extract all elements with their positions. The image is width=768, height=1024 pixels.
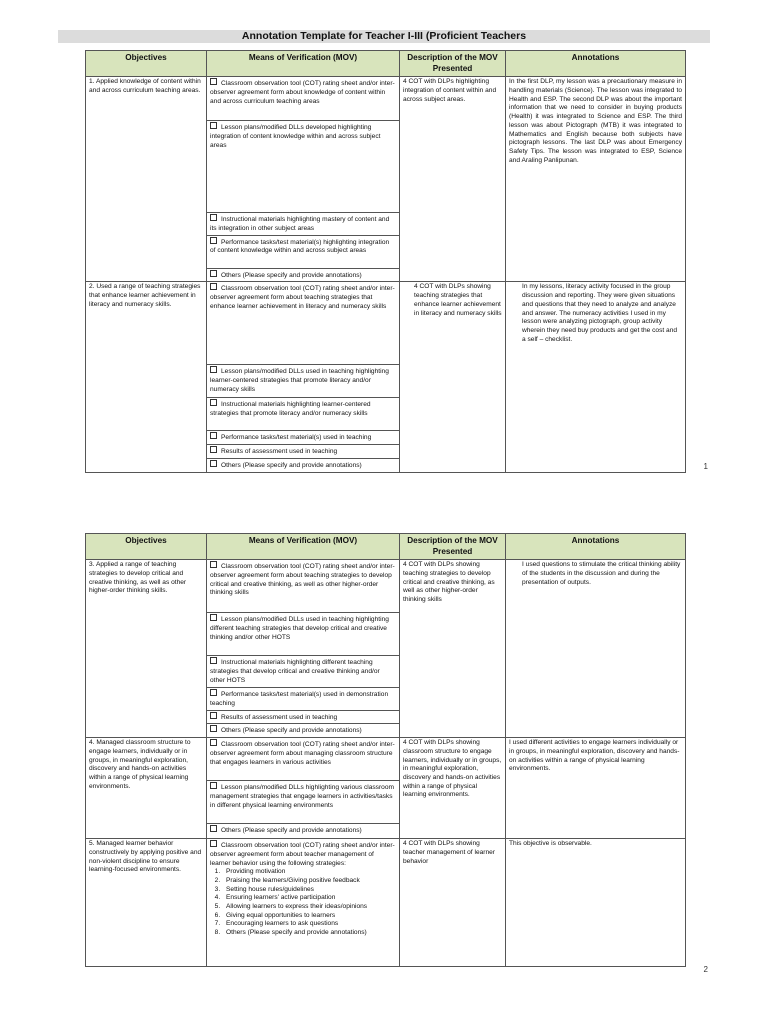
description-cell: 4 COT with DLPs highlighting integration of content within and across subject areas. xyxy=(400,77,506,282)
checkbox-icon[interactable] xyxy=(210,725,217,732)
annotation-cell: This objective is observable. xyxy=(506,839,686,967)
checkbox-icon[interactable] xyxy=(210,739,217,746)
header-description: Description of the MOV Presented xyxy=(400,534,506,560)
checkbox-icon[interactable] xyxy=(210,214,217,221)
objective-cell: 1. Applied knowledge of content within and across curriculum teaching areas. xyxy=(86,77,207,282)
objective-cell: 2. Used a range of teaching strategies that enhance learner achievement in literacy and numeracy skills. xyxy=(86,282,207,472)
mov-item: Lesson plans/modified DLLs used in teaching highlighting learner-centered strategies that promote literacy and/or numeracy skills xyxy=(207,365,400,398)
checkbox-icon[interactable] xyxy=(210,657,217,664)
mov-item: Classroom observation tool (COT) rating sheet and/or inter-observer agreement form about knowledge of content within and across curriculum teaching areas xyxy=(207,77,400,121)
mov-item: Others (Please specify and provide annotations) xyxy=(207,724,400,738)
annotation-cell: In my lessons, literacy activity focused in the group discussion and reporting. They were given situations and questions that they need to analyze and analyze and answer. The numeracy activities I used in my lesson were analyzing pictograph, group activity wherein they need buy products and get the cost and a self – checklist. xyxy=(506,282,686,472)
mov-item: Instructional materials highlighting mastery of content and its integration in other subject areas xyxy=(207,213,400,235)
checkbox-icon[interactable] xyxy=(210,825,217,832)
strategy-list xyxy=(210,868,396,938)
checkbox-icon[interactable] xyxy=(210,561,217,568)
table-header-row xyxy=(86,51,686,77)
checkbox-icon[interactable] xyxy=(210,366,217,373)
header-annotations: Annotations xyxy=(506,51,686,77)
description-cell: 4 COT with DLPs showing teaching strategies that enhance learner achievement in literacy and numeracy skills xyxy=(400,282,506,472)
mov-item: Classroom observation tool (COT) rating sheet and/or inter-observer agreement form about teaching strategies that enhance learner achievement in literacy and numeracy skills xyxy=(207,282,400,365)
header-objectives: Objectives xyxy=(86,51,207,77)
mov-item: Performance tasks/test material(s) used in demonstration teaching xyxy=(207,688,400,710)
mov-item: Classroom observation tool (COT) rating sheet and/or inter-observer agreement form about managing classroom structure that engages learners in various activities xyxy=(207,738,400,781)
list-item: 3. Setting house rules/guidelines xyxy=(222,886,396,895)
mov-item: Others (Please specify and provide annotations) xyxy=(207,824,400,839)
checkbox-icon[interactable] xyxy=(210,712,217,719)
checkbox-icon[interactable] xyxy=(210,270,217,277)
table-row xyxy=(86,839,686,967)
mov-item: Lesson plans/modified DLLs highlighting various classroom management strategies that engage learners in activities/tasks in different physical learning environments xyxy=(207,781,400,824)
list-item: 1. Providing motivation xyxy=(222,868,396,877)
mov-item: Instructional materials highlighting learner-centered strategies that promote literacy and/or numeracy skills xyxy=(207,398,400,431)
annotation-cell: In the first DLP, my lesson was a precautionary measure in handling materials (Science). The lesson was integrated to Health and ESP. The second DLP was about the important information that we need to consider in buying products (Health) it was integrated to Science and ESP. The third lesson was about Pictograph (MTB) it was integrated to Mathematics and English because both subjects have pictograph lessons. The last DLP was about Emergency Safety Tips. The lesson was integrated to ESP, Science and Araling Panlipunan. xyxy=(506,77,686,282)
checkbox-icon[interactable] xyxy=(210,460,217,467)
mov-item: Instructional materials highlighting different teaching strategies that develop critical and creative thinking and/or other HOTS xyxy=(207,656,400,688)
table-row xyxy=(86,560,686,613)
table-header-row xyxy=(86,534,686,560)
list-item: 5. Allowing learners to express their ideas/opinions xyxy=(222,903,396,912)
mov-item: Lesson plans/modified DLLs used in teaching highlighting different teaching strategies that develop critical and creative thinking and/or other HOTS xyxy=(207,613,400,656)
checkbox-icon[interactable] xyxy=(210,399,217,406)
checkbox-icon[interactable] xyxy=(210,689,217,696)
list-item: 6. Giving equal opportunities to learners xyxy=(222,912,396,921)
checkbox-icon[interactable] xyxy=(210,432,217,439)
header-mov: Means of Verification (MOV) xyxy=(207,534,400,560)
mov-item: Results of assessment used in teaching xyxy=(207,445,400,459)
table-row xyxy=(86,282,686,365)
annotation-cell: I used questions to stimulate the critical thinking ability of the students in the discussion and during the presentation of outputs. xyxy=(506,560,686,738)
checkbox-icon[interactable] xyxy=(210,446,217,453)
objective-cell: 3. Applied a range of teaching strategies to develop critical and creative thinking, as well as other higher-order thinking skills. xyxy=(86,560,207,738)
header-objectives: Objectives xyxy=(86,534,207,560)
mov-item: Performance tasks/test material(s) highlighting integration of content knowledge within and across subject areas xyxy=(207,235,400,268)
header-mov: Means of Verification (MOV) xyxy=(207,51,400,77)
annotation-table-page-1 xyxy=(85,50,686,473)
annotation-cell: I used different activities to engage learners individually or in groups, in meaningful exploration, discovery and hands-on activities within a range of physical learning environments. xyxy=(506,738,686,839)
checkbox-icon[interactable] xyxy=(210,283,217,290)
list-item: 7. Encouraging learners to ask questions xyxy=(222,920,396,929)
list-item: 4. Ensuring learners' active participation xyxy=(222,894,396,903)
header-description: Description of the MOV Presented xyxy=(400,51,506,77)
header-annotations: Annotations xyxy=(506,534,686,560)
mov-item: Results of assessment used in teaching xyxy=(207,710,400,724)
checkbox-icon[interactable] xyxy=(210,122,217,129)
mov-item: Classroom observation tool (COT) rating sheet and/or inter-observer agreement form about teacher management of learner behavior using the following strategies: 1. Providing motivation 2. Praising the learners/Giving positive feedback 3. Setting house rules/guidelines 4. Ensuring learners' active participation 5. Allowing learners to express their ideas/opinions 6. Giving equal opportunities to learners 7. Encouraging learners to ask questions 8. Others (Please specify and provide annotations) xyxy=(207,839,400,967)
table-row xyxy=(86,738,686,781)
document-title: Annotation Template for Teacher I-III (Proficient Teachers xyxy=(58,30,710,43)
mov-item: Performance tasks/test material(s) used in teaching xyxy=(207,431,400,445)
mov-item: Classroom observation tool (COT) rating sheet and/or inter-observer agreement form about teaching strategies to develop critical and creative thinking, as well as other higher-order thinking skills xyxy=(207,560,400,613)
checkbox-icon[interactable] xyxy=(210,782,217,789)
mov-item: Others (Please specify and provide annotations) xyxy=(207,268,400,282)
list-item: 8. Others (Please specify and provide annotations) xyxy=(222,929,396,938)
checkbox-icon[interactable] xyxy=(210,78,217,85)
mov-item: Lesson plans/modified DLLs developed highlighting integration of content knowledge within and across subject areas xyxy=(207,121,400,213)
page-number: 2 xyxy=(703,965,708,974)
objective-cell: 4. Managed classroom structure to engage learners, individually or in groups, in meaningful exploration, discovery and hands-on activities within a range of physical learning environments. xyxy=(86,738,207,839)
description-cell: 4 COT with DLPs showing teaching strategies to develop critical and creative thinking, as well as other higher-order thinking skills xyxy=(400,560,506,738)
objective-cell: 5. Managed learner behavior constructively by applying positive and non-violent discipline to ensure learning-focused environments. xyxy=(86,839,207,967)
list-item: 2. Praising the learners/Giving positive feedback xyxy=(222,877,396,886)
mov-item: Others (Please specify and provide annotations) xyxy=(207,458,400,472)
annotation-table-page-2 xyxy=(85,533,686,967)
table-row xyxy=(86,77,686,121)
page-number: 1 xyxy=(703,462,708,471)
checkbox-icon[interactable] xyxy=(210,237,217,244)
checkbox-icon[interactable] xyxy=(210,614,217,621)
description-cell: 4 COT with DLPs showing teacher management of learner behavior xyxy=(400,839,506,967)
description-cell: 4 COT with DLPs showing classroom structure to engage learners, individually or in groups, in meaningful exploration, discovery and hands-on activities within a range of physical learning environments. xyxy=(400,738,506,839)
checkbox-icon[interactable] xyxy=(210,840,217,847)
